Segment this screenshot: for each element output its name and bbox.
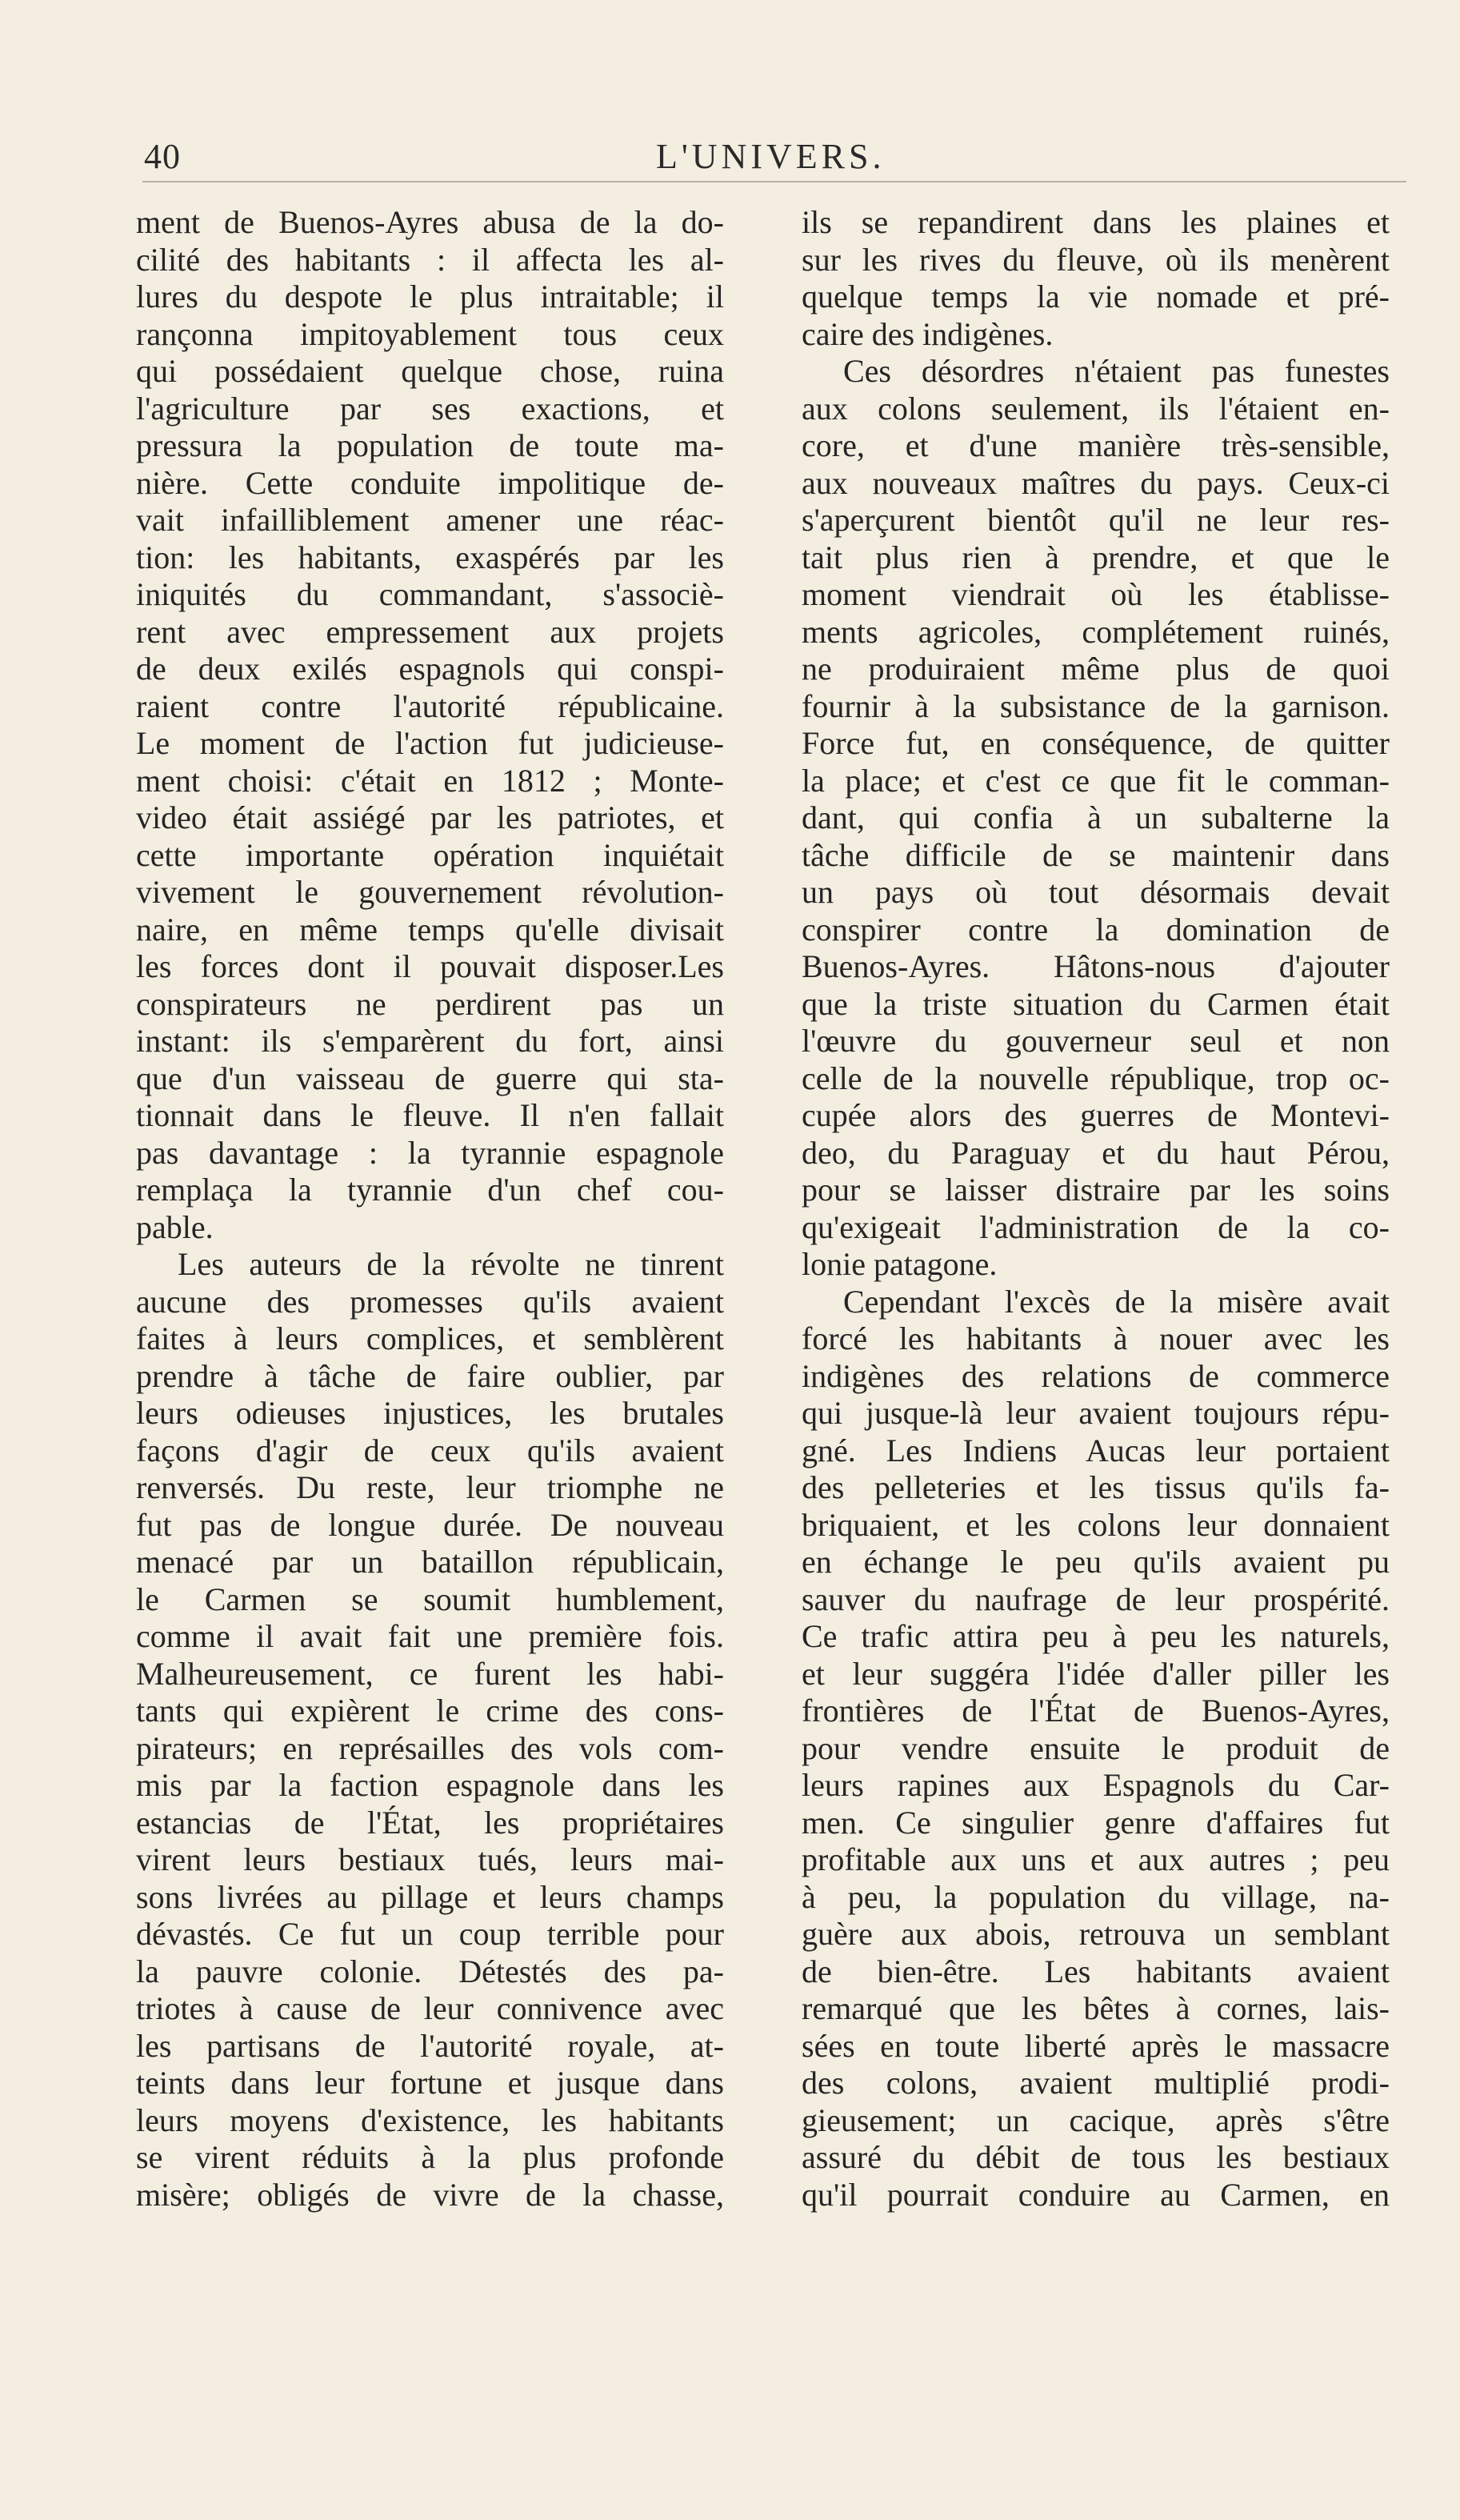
text-line: aucune des promesses qu'ils avaient bbox=[136, 1283, 724, 1320]
text-line: prendre à tâche de faire oublier, par bbox=[136, 1357, 724, 1394]
left-column bbox=[136, 204, 724, 2214]
text-line: raient contre l'autorité républicaine. bbox=[136, 687, 724, 724]
text-line: et leur suggéra l'idée d'aller piller les bbox=[802, 1655, 1390, 1692]
text-line: pable. bbox=[136, 1208, 214, 1245]
text-line: qui possédaient quelque chose, ruina bbox=[136, 353, 724, 389]
text-line: naire, en même temps qu'elle divisait bbox=[136, 911, 724, 948]
text-line: Ce trafic attira peu à peu les naturels, bbox=[802, 1618, 1390, 1654]
text-line: fournir à la subsistance de la garnison. bbox=[802, 687, 1390, 724]
text-line: mis par la faction espagnole dans les bbox=[136, 1767, 724, 1803]
text-line: tants qui expièrent le crime des cons- bbox=[136, 1693, 724, 1729]
text-line: leurs moyens d'existence, les habitants bbox=[136, 2101, 724, 2138]
text-line: la place; et c'est ce que fit le comman- bbox=[802, 762, 1390, 799]
text-line: sauver du naufrage de leur prospérité. bbox=[802, 1581, 1390, 1617]
text-line: aux nouveaux maîtres du pays. Ceux-ci bbox=[802, 464, 1390, 501]
text-line: sées en toute liberté après le massacre bbox=[802, 2027, 1390, 2064]
text-line: sur les rives du fleuve, où ils menèrent bbox=[802, 241, 1390, 278]
text-line: rançonna impitoyablement tous ceux bbox=[136, 315, 724, 352]
text-line: le Carmen se soumit humblement, bbox=[136, 1581, 724, 1617]
text-line: qui jusque-là leur avaient toujours répu- bbox=[802, 1395, 1390, 1431]
text-line: faites à leurs complices, et semblèrent bbox=[136, 1320, 724, 1356]
text-line: cupée alors des guerres de Montevi- bbox=[802, 1097, 1390, 1133]
text-line: dant, qui confia à un subalterne la bbox=[802, 799, 1390, 835]
text-line: ment choisi: c'était en 1812 ; Monte- bbox=[136, 762, 724, 799]
text-line: conspirateurs ne perdirent pas un bbox=[136, 985, 724, 1022]
text-line: s'aperçurent bientôt qu'il ne leur res- bbox=[802, 502, 1390, 538]
text-line: l'œuvre du gouverneur seul et non bbox=[802, 1023, 1390, 1059]
text-line: sons livrées au pillage et leurs champs bbox=[136, 1878, 724, 1915]
text-line: qu'il pourrait conduire au Carmen, en bbox=[802, 2176, 1390, 2213]
text-line: deo, du Paraguay et du haut Pérou, bbox=[802, 1134, 1390, 1171]
text-line: estancias de l'État, les propriétaires bbox=[136, 1804, 724, 1841]
text-line: gné. Les Indiens Aucas leur portaient bbox=[802, 1432, 1390, 1468]
text-line: de bien-être. Les habitants avaient bbox=[802, 1953, 1390, 1989]
text-line: qu'exigeait l'administration de la co- bbox=[802, 1208, 1390, 1245]
text-line: des colons, avaient multiplié prodi- bbox=[802, 2065, 1390, 2101]
text-line: tion: les habitants, exaspérés par les bbox=[136, 539, 724, 575]
text-line: leurs rapines aux Espagnols du Car- bbox=[802, 1767, 1390, 1803]
page-number: 40 bbox=[144, 137, 181, 176]
text-line: vait infailliblement amener une réac- bbox=[136, 502, 724, 538]
text-line: de deux exilés espagnols qui conspi- bbox=[136, 651, 724, 687]
text-line: la pauvre colonie. Détestés des pa- bbox=[136, 1953, 724, 1989]
text-line: menacé par un bataillon républicain, bbox=[136, 1544, 724, 1580]
text-line: tait plus rien à prendre, et que le bbox=[802, 539, 1390, 575]
text-line: ne produiraient même plus de quoi bbox=[802, 651, 1390, 687]
text-line: teints dans leur fortune et jusque dans bbox=[136, 2065, 724, 2101]
text-line: tâche difficile de se maintenir dans bbox=[802, 836, 1390, 873]
page-header bbox=[144, 136, 1416, 184]
text-line: les partisans de l'autorité royale, at- bbox=[136, 2027, 724, 2064]
right-column bbox=[802, 204, 1390, 2214]
text-line: à peu, la population du village, na- bbox=[802, 1878, 1390, 1915]
text-line: celle de la nouvelle république, trop oc- bbox=[802, 1060, 1390, 1096]
text-line: lures du despote le plus intraitable; il bbox=[136, 278, 724, 314]
running-title: L'UNIVERS. bbox=[656, 137, 886, 176]
text-line: des pelleteries et les tissus qu'ils fa- bbox=[802, 1469, 1390, 1505]
text-line: virent leurs bestiaux tués, leurs mai- bbox=[136, 1841, 724, 1877]
text-line: pas davantage : la tyrannie espagnole bbox=[136, 1134, 724, 1171]
text-line: nière. Cette conduite impolitique de- bbox=[136, 464, 724, 501]
text-line: misère; obligés de vivre de la chasse, bbox=[136, 2176, 724, 2213]
text-line: rent avec empressement aux projets bbox=[136, 613, 724, 650]
text-line: leurs odieuses injustices, les brutales bbox=[136, 1395, 724, 1431]
text-line: ils se repandirent dans les plaines et bbox=[802, 204, 1390, 240]
text-line: indigènes des relations de commerce bbox=[802, 1357, 1390, 1394]
text-line: moment viendrait où les établisse- bbox=[802, 576, 1390, 612]
text-line: cilité des habitants : il affecta les al- bbox=[136, 241, 724, 278]
text-line: aux colons seulement, ils l'étaient en- bbox=[802, 390, 1390, 427]
text-line: quelque temps la vie nomade et pré- bbox=[802, 278, 1390, 314]
text-line: assuré du débit de tous les bestiaux bbox=[802, 2139, 1390, 2175]
text-line: ment de Buenos-Ayres abusa de la do- bbox=[136, 204, 724, 240]
text-line: pour vendre ensuite le produit de bbox=[802, 1729, 1390, 1766]
text-line: guère aux abois, retrouva un semblant bbox=[802, 1916, 1390, 1952]
text-line: Les auteurs de la révolte ne tinrent bbox=[178, 1246, 724, 1282]
text-line: profitable aux uns et aux autres ; peu bbox=[802, 1841, 1390, 1877]
text-line: frontières de l'État de Buenos-Ayres, bbox=[802, 1693, 1390, 1729]
text-line: conspirer contre la domination de bbox=[802, 911, 1390, 948]
text-line: Force fut, en conséquence, de quitter bbox=[802, 725, 1390, 761]
text-line: video était assiégé par les patriotes, et bbox=[136, 799, 724, 835]
text-line: core, et d'une manière très-sensible, bbox=[802, 427, 1390, 463]
text-line: iniquités du commandant, s'associè- bbox=[136, 576, 724, 612]
text-line: gieusement; un cacique, après s'être bbox=[802, 2101, 1390, 2138]
text-line: renversés. Du reste, leur triomphe ne bbox=[136, 1469, 724, 1505]
text-line: un pays où tout désormais devait bbox=[802, 874, 1390, 910]
text-body bbox=[136, 204, 1416, 2253]
text-line: se virent réduits à la plus profonde bbox=[136, 2139, 724, 2175]
text-line: vivement le gouvernement révolution- bbox=[136, 874, 724, 910]
text-line: Ces désordres n'étaient pas funestes bbox=[843, 353, 1390, 389]
text-line: lonie patagone. bbox=[802, 1246, 998, 1282]
text-line: comme il avait fait une première fois. bbox=[136, 1618, 724, 1654]
text-line: remarqué que les bêtes à cornes, lais- bbox=[802, 1990, 1390, 2026]
text-line: pour se laisser distraire par les soins bbox=[802, 1172, 1390, 1208]
text-line: briquaient, et les colons leur donnaient bbox=[802, 1506, 1390, 1543]
text-line: remplaça la tyrannie d'un chef cou- bbox=[136, 1172, 724, 1208]
text-line: que la triste situation du Carmen était bbox=[802, 985, 1390, 1022]
text-line: Le moment de l'action fut judicieuse- bbox=[136, 725, 724, 761]
text-line: Cependant l'excès de la misère avait bbox=[843, 1283, 1390, 1320]
text-line: ments agricoles, complétement ruinés, bbox=[802, 613, 1390, 650]
text-line: triotes à cause de leur connivence avec bbox=[136, 1990, 724, 2026]
text-line: caire des indigènes. bbox=[802, 315, 1054, 352]
text-line: l'agriculture par ses exactions, et bbox=[136, 390, 724, 427]
text-line: instant: ils s'emparèrent du fort, ainsi bbox=[136, 1023, 724, 1059]
header-rule bbox=[142, 181, 1406, 182]
text-line: tionnait dans le fleuve. Il n'en fallait bbox=[136, 1097, 724, 1133]
text-line: pressura la population de toute ma- bbox=[136, 427, 724, 463]
text-line: pirateurs; en représailles des vols com- bbox=[136, 1729, 724, 1766]
text-line: Malheureusement, ce furent les habi- bbox=[136, 1655, 724, 1692]
text-line: men. Ce singulier genre d'affaires fut bbox=[802, 1804, 1390, 1841]
text-line: cette importante opération inquiétait bbox=[136, 836, 724, 873]
text-line: Buenos-Ayres. Hâtons-nous d'ajouter bbox=[802, 948, 1390, 984]
text-line: façons d'agir de ceux qu'ils avaient bbox=[136, 1432, 724, 1468]
text-line: que d'un vaisseau de guerre qui sta- bbox=[136, 1060, 724, 1096]
text-line: en échange le peu qu'ils avaient pu bbox=[802, 1544, 1390, 1580]
text-line: dévastés. Ce fut un coup terrible pour bbox=[136, 1916, 724, 1952]
text-line: fut pas de longue durée. De nouveau bbox=[136, 1506, 724, 1543]
text-line: les forces dont il pouvait disposer.Les bbox=[136, 948, 724, 984]
text-line: forcé les habitants à nouer avec les bbox=[802, 1320, 1390, 1356]
